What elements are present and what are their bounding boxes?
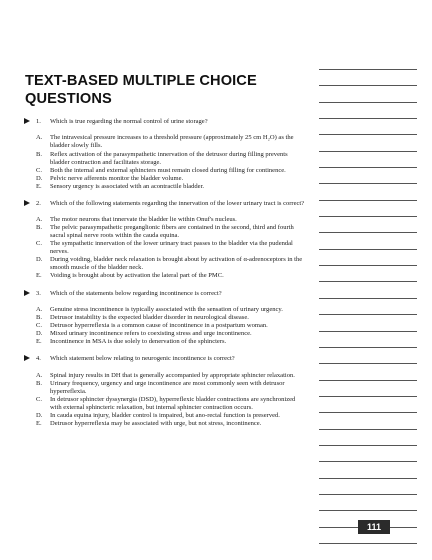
option-letter: C. xyxy=(36,322,43,330)
option-text: Urinary frequency, urgency and urge incontinence are most commonly seen with detrusor hyperreflexia. xyxy=(50,379,285,395)
answer-option xyxy=(0,151,312,167)
ruled-line xyxy=(319,232,417,233)
question-text: Which is true regarding the normal control of urine storage? xyxy=(50,118,208,125)
question-stem xyxy=(0,355,312,363)
ruled-line xyxy=(319,494,417,495)
ruled-line xyxy=(319,102,417,103)
answer-option xyxy=(0,330,312,338)
option-text: In detrusor sphincter dyssynergia (DSD), hyperreflexic bladder contractions are synchronized with external sphincteric relaxation, but internal sphincter contraction occurs. xyxy=(50,395,296,411)
option-text: The intravesical pressure increases to a threshold pressure (approximately 25 cm H₂O) as the bladder slowly fills. xyxy=(50,134,294,150)
arrow-marker-icon xyxy=(24,200,30,206)
ruled-line xyxy=(319,331,417,332)
ruled-line xyxy=(319,151,417,152)
ruled-line xyxy=(319,298,417,299)
answer-option xyxy=(0,272,312,280)
option-letter: E. xyxy=(36,338,42,346)
ruled-line xyxy=(319,69,417,70)
ruled-line xyxy=(319,216,417,217)
question-text: Which of the following statements regarding the innervation of the lower urinary tract is correct? xyxy=(50,199,305,207)
answer-option xyxy=(0,380,312,396)
ruled-line xyxy=(319,249,417,250)
question-text: Which statement below relating to neurogenic incontinence is correct? xyxy=(50,355,235,363)
question-stem xyxy=(0,290,312,298)
answer-options xyxy=(0,306,312,346)
option-text: Incontinence in MSA is due solely to denervation of the sphincters. xyxy=(50,338,227,346)
arrow-marker-icon xyxy=(24,118,30,124)
option-letter: B. xyxy=(36,150,43,158)
option-text: Genuine stress incontinence is typically associated with the sensation of urinary urgency. xyxy=(50,305,283,313)
option-text: Sensory urgency is associated with an acontractile bladder. xyxy=(50,182,205,190)
question-number: 1. xyxy=(36,118,41,125)
option-letter: C. xyxy=(36,166,43,174)
option-text: During voiding, bladder neck relaxation is brought about by activation of α-adrenoceptors in the smooth muscle of the bladder neck. xyxy=(50,256,303,272)
ruled-line xyxy=(319,183,417,184)
ruled-line xyxy=(319,314,417,315)
ruled-line xyxy=(319,412,417,413)
answer-option xyxy=(0,314,312,322)
option-letter: B. xyxy=(36,313,43,321)
option-text: Detrusor hyperreflexia may be associated with urge, but not stress, incontinence. xyxy=(50,419,262,427)
option-text: Voiding is brought about by activation the lateral part of the PMC. xyxy=(50,272,224,280)
option-text: Mixed urinary incontinence refers to coexisting stress and urge incontinence. xyxy=(50,330,252,338)
question-1 xyxy=(0,118,312,191)
answer-option xyxy=(0,224,312,240)
answer-option xyxy=(0,396,312,412)
option-letter: A. xyxy=(36,305,43,313)
option-letter: D. xyxy=(36,330,43,338)
answer-option xyxy=(0,240,312,256)
ruled-line xyxy=(319,85,417,86)
answer-option xyxy=(0,306,312,314)
answer-option xyxy=(0,412,312,420)
question-number: 3. xyxy=(36,289,41,297)
option-letter: D. xyxy=(36,174,43,182)
question-list xyxy=(0,118,312,437)
option-text: Pelvic nerve afferents monitor the bladder volume. xyxy=(50,174,184,182)
option-letter: D. xyxy=(36,411,43,419)
option-text: The pelvic parasympathetic preganglionic fibers are contained in the second, third and fourth sacral spinal nerve roots within the cauda equina. xyxy=(50,224,294,240)
option-letter: E. xyxy=(36,182,42,190)
option-letter: C. xyxy=(36,240,43,248)
option-letter: C. xyxy=(36,395,43,403)
section-title: TEXT-BASED MULTIPLE CHOICE QUESTIONS xyxy=(25,73,257,107)
page-number: 111 xyxy=(358,520,390,534)
answer-option xyxy=(0,134,312,150)
ruled-line xyxy=(319,510,417,511)
answer-option xyxy=(0,256,312,272)
arrow-marker-icon xyxy=(24,290,30,296)
answer-writing-lines xyxy=(319,69,417,559)
option-letter: E. xyxy=(36,419,42,427)
ruled-line xyxy=(319,429,417,430)
ruled-line xyxy=(319,265,417,266)
option-text: Spinal injury results in DH that is generally accompanied by appropriate sphincter relaxation. xyxy=(50,371,295,379)
option-text: In cauda equina injury, bladder control is impaired, but ano-rectal function is preserved. xyxy=(50,411,280,419)
ruled-line xyxy=(319,118,417,119)
answer-option xyxy=(0,372,312,380)
ruled-line xyxy=(319,281,417,282)
ruled-line xyxy=(319,445,417,446)
ruled-line xyxy=(319,380,417,381)
option-text: The motor neurons that innervate the bladder lie within Onuf's nucleus. xyxy=(50,216,237,224)
option-text: The sympathetic innervation of the lower urinary tract passes to the bladder via the pudendal nerves. xyxy=(50,240,293,256)
answer-option xyxy=(0,183,312,191)
answer-option xyxy=(0,216,312,224)
question-4 xyxy=(0,355,312,428)
ruled-line xyxy=(319,200,417,201)
question-stem xyxy=(0,200,312,208)
answer-option xyxy=(0,420,312,428)
arrow-marker-icon xyxy=(24,355,30,361)
option-letter: B. xyxy=(36,224,43,232)
option-letter: B. xyxy=(36,379,43,387)
answer-options xyxy=(0,216,312,280)
ruled-line xyxy=(319,347,417,348)
option-letter: D. xyxy=(36,256,43,264)
answer-option xyxy=(0,338,312,346)
answer-option xyxy=(0,322,312,330)
question-2 xyxy=(0,200,312,281)
ruled-line xyxy=(319,478,417,479)
question-3 xyxy=(0,290,312,347)
ruled-line xyxy=(319,363,417,364)
option-text: Detrusor instability is the expected bladder disorder in neurological disease. xyxy=(50,313,249,321)
option-letter: E. xyxy=(36,272,42,280)
question-text: Which of the statements below regarding incontinence is correct? xyxy=(50,289,222,297)
option-letter: A. xyxy=(36,371,43,379)
ruled-line xyxy=(319,396,417,397)
ruled-line xyxy=(319,134,417,135)
option-text: Both the internal and external sphincters must remain closed during filling for continence. xyxy=(50,166,286,174)
option-letter: A. xyxy=(36,216,43,224)
ruled-line xyxy=(319,461,417,462)
answer-options xyxy=(0,372,312,428)
option-text: Detrusor hyperreflexia is a common cause of incontinence in a postpartum woman. xyxy=(50,322,268,330)
ruled-line xyxy=(319,543,417,544)
option-letter: A. xyxy=(36,134,43,142)
question-stem xyxy=(0,118,312,126)
answer-option xyxy=(0,175,312,183)
ruled-line xyxy=(319,167,417,168)
answer-option xyxy=(0,167,312,175)
question-number: 2. xyxy=(36,199,41,207)
answer-options xyxy=(0,134,312,190)
question-number: 4. xyxy=(36,355,41,363)
option-text: Reflex activation of the parasympathetic innervation of the detrusor during filling prevents bladder contraction and facilitates storage. xyxy=(50,150,288,166)
